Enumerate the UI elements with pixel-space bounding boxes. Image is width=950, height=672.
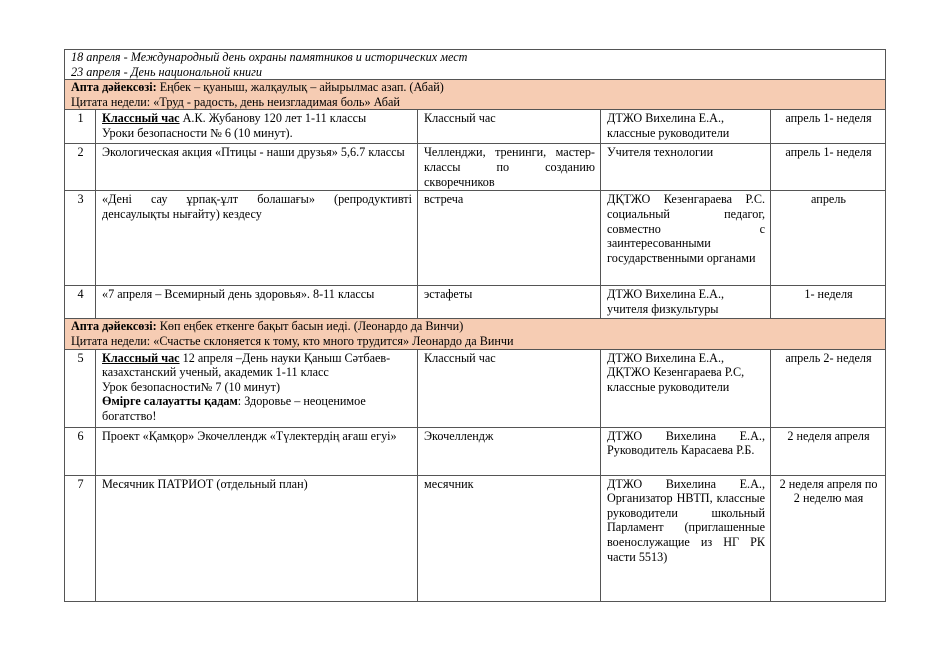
table-row [65,349,886,427]
responsible-cell: ДТЖО Вихелина Е.А., учителя физкультуры [601,286,771,319]
motto-text: Еңбек – қуаныш, жалқаулық – айырылмас азап. (Абай) [159,80,444,95]
event-line [102,111,412,126]
responsible-cell: ДТЖО Вихелина Е.А., ДҚТЖО Кезенгараева Р.С, классные руководители [601,349,771,427]
table-row [65,110,886,144]
week-quote: Цитата недели: «Труд - радость, день неизгладимая боль» Абай [71,94,400,109]
event-text: : Здоровье – неоценимое богатство! [102,394,366,423]
week-header [65,80,886,110]
event-bold: Классный час [102,350,180,365]
date-cell: 1- неделя [771,286,886,319]
date-cell: 2 неделя апреля по 2 неделю мая [771,475,886,601]
event-text: 12 апреля –День науки Қаныш Сәтбаев-казахстанский ученый, академик 1-11 класс [102,350,391,380]
table-row [65,475,886,601]
event-bold: Классный час [102,111,180,126]
event-line [102,394,412,423]
plan-sheet [64,49,886,602]
note-line: 23 апреля - День национальной книги [71,64,262,79]
row-number: 5 [65,349,96,427]
date-cell: 2 неделя апреля [771,427,886,475]
events-table [64,49,886,602]
row-number: 2 [65,144,96,191]
event-bold: Өмірге салауатты қадам [102,394,238,409]
motto-label: Апта дәйексөзі: [71,319,157,334]
event-line [102,351,412,380]
form-cell: встреча [418,191,601,286]
responsible-cell: Учителя технологии [601,144,771,191]
table-row [65,144,886,191]
event-cell [96,349,418,427]
notes-row [65,50,886,80]
row-number: 1 [65,110,96,144]
event-line: Урок безопасности№ 7 (10 минут) [102,379,281,394]
table-row [65,191,886,286]
event-cell: «Дені сау ұрпақ-ұлт болашағы» (репродуктивті денсаулықты нығайту) кездесу [96,191,418,286]
table-row [65,286,886,319]
row-number: 7 [65,475,96,601]
responsible-cell: ДҚТЖО Кезенгараева Р.С. социальный педагог, совместно с заинтересованными государственными органами [601,191,771,286]
event-cell [96,110,418,144]
week-motto [71,80,880,95]
responsible-cell: ДТЖО Вихелина Е.А., Руководитель Карасаева Р.Б. [601,427,771,475]
form-cell: Экочеллендж [418,427,601,475]
week-quote: Цитата недели: «Счастье склоняется к тому, кто много трудится» Леонардо да Винчи [71,333,514,348]
motto-text: Көп еңбек еткенге бақыт басын иеді. (Леонардо да Винчи) [159,319,464,334]
date-cell: апрель [771,191,886,286]
responsible-cell: ДТЖО Вихелина Е.А., Организатор НВТП, классные руководители школьный Парламент (приглашенные военослужащие из НГ РК части 5513) [601,475,771,601]
form-cell: Классный час [418,349,601,427]
event-cell: Проект «Қамқор» Экочеллендж «Түлектердің ағаш егуі» [96,427,418,475]
row-number: 3 [65,191,96,286]
form-cell: Классный час [418,110,601,144]
event-cell: «7 апреля – Всемирный день здоровья». 8-11 классы [96,286,418,319]
event-text: А.К. Жубанову 120 лет 1-11 классы [179,111,367,126]
form-cell: месячник [418,475,601,601]
note-line: 18 апреля - Международный день охраны памятников и исторических мест [71,50,468,64]
table-row [65,427,886,475]
form-cell: Челленджи, тренинги, мастер-классы по созданию скворечников [418,144,601,191]
week-header [65,319,886,349]
form-cell: эстафеты [418,286,601,319]
week-motto [71,319,880,334]
event-cell: Экологическая акция «Птицы - наши друзья» 5,6.7 классы [96,144,418,191]
event-line: Уроки безопасности № 6 (10 минут). [102,125,293,140]
motto-label: Апта дәйексөзі: [71,80,157,95]
row-number: 4 [65,286,96,319]
row-number: 6 [65,427,96,475]
event-cell: Месячник ПАТРИОТ (отдельный план) [96,475,418,601]
date-cell: апрель 2- неделя [771,349,886,427]
responsible-cell: ДТЖО Вихелина Е.А., классные руководители [601,110,771,144]
date-cell: апрель 1- неделя [771,110,886,144]
date-cell: апрель 1- неделя [771,144,886,191]
